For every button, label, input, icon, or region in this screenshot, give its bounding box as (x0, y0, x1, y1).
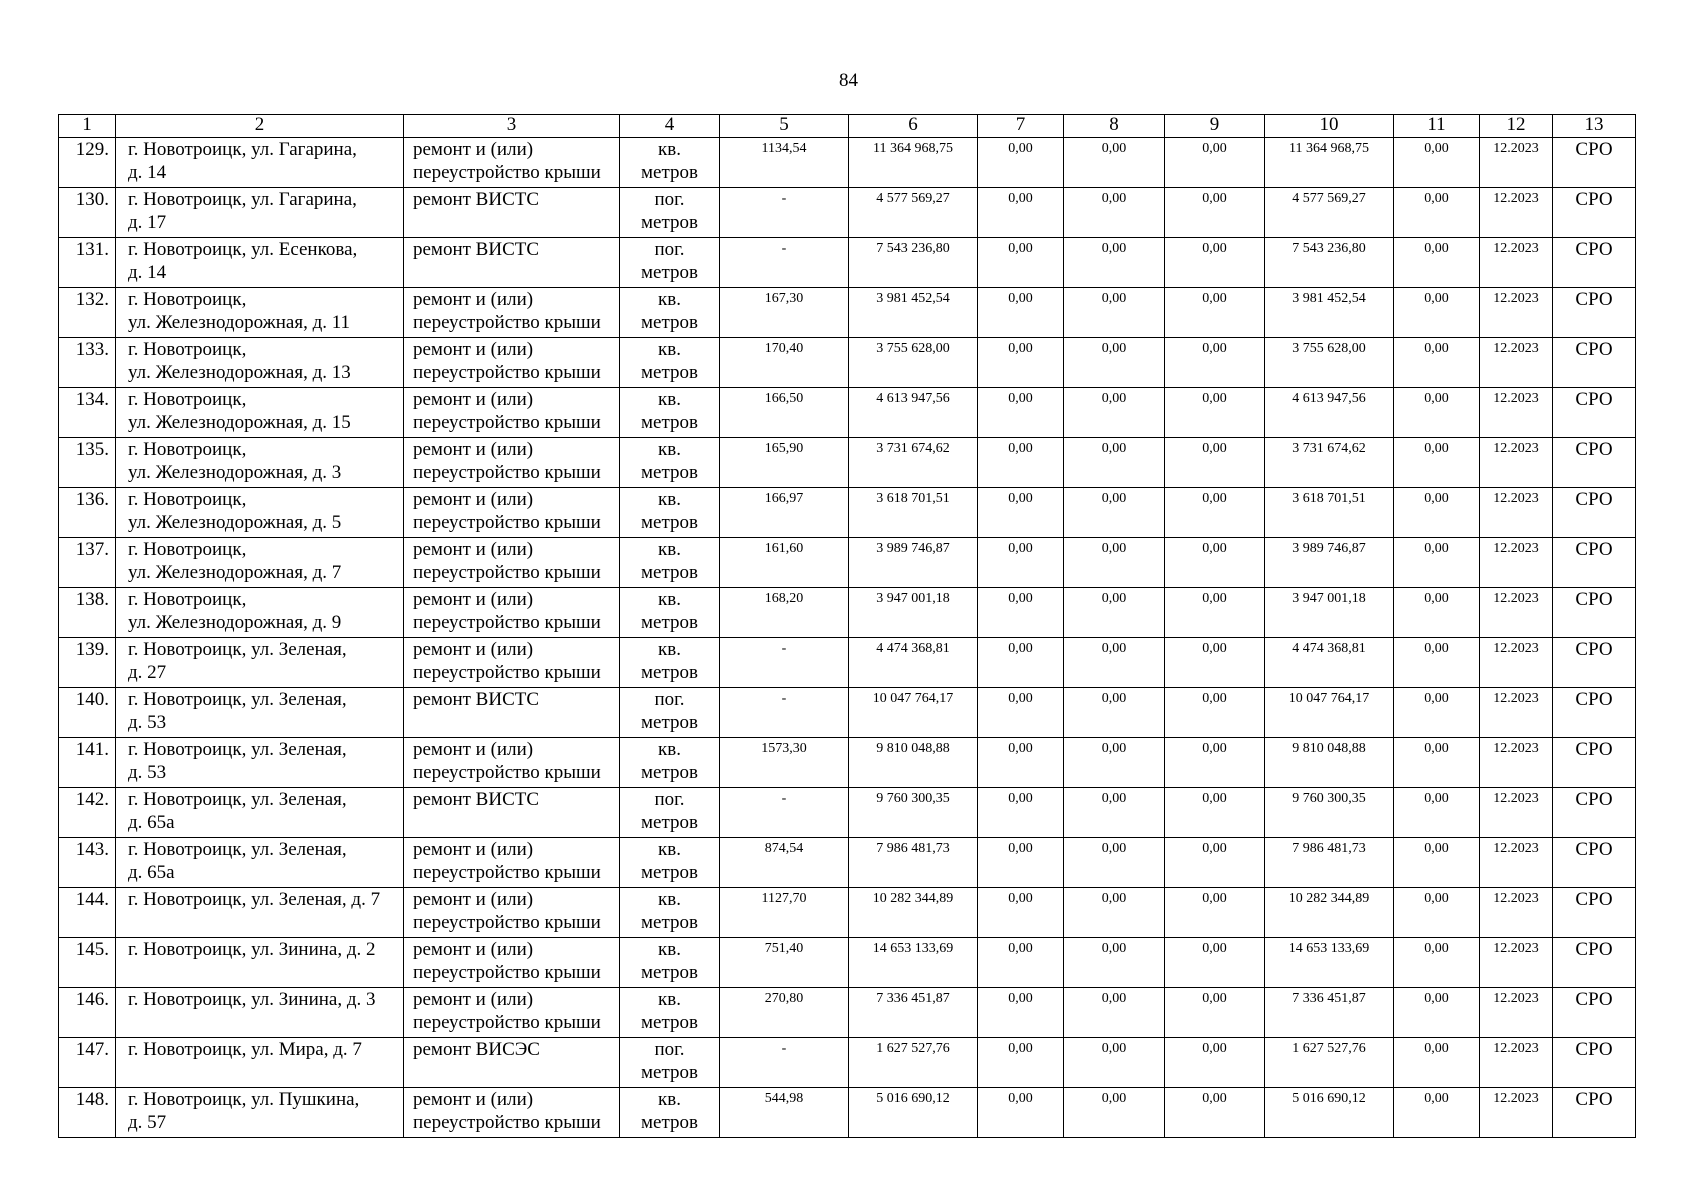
header-cell: 3 (404, 115, 620, 138)
address-cell: г. Новотроицк, ул. Зеленая, д. 65а (116, 788, 404, 838)
area-cell: 1127,70 (720, 888, 849, 938)
table-row (59, 488, 1636, 538)
row-number-cell: 134. (59, 388, 116, 438)
method-cell: СРО (1553, 638, 1636, 688)
unit-cell: кв. метров (620, 438, 720, 488)
total-cost-cell: 5 016 690,12 (849, 1088, 978, 1138)
area-cell: 167,30 (720, 288, 849, 338)
row-number-cell: 130. (59, 188, 116, 238)
table-row (59, 638, 1636, 688)
row-number-cell: 145. (59, 938, 116, 988)
total-cost-cell: 3 989 746,87 (849, 538, 978, 588)
unit-cell: пог. метров (620, 188, 720, 238)
total-cost-cell: 14 653 133,69 (849, 938, 978, 988)
cell-9-cell: 0,00 (1165, 288, 1265, 338)
cost-10-cell: 10 047 764,17 (1265, 688, 1394, 738)
cell-7-cell: 0,00 (978, 288, 1064, 338)
total-cost-cell: 3 618 701,51 (849, 488, 978, 538)
deadline-cell: 12.2023 (1480, 988, 1553, 1038)
unit-cell: кв. метров (620, 738, 720, 788)
cell-7-cell: 0,00 (978, 338, 1064, 388)
unit-cell: пог. метров (620, 788, 720, 838)
cost-10-cell: 3 981 452,54 (1265, 288, 1394, 338)
cell-7-cell: 0,00 (978, 438, 1064, 488)
address-cell: г. Новотроицк, ул. Железнодорожная, д. 7 (116, 538, 404, 588)
header-cell: 8 (1064, 115, 1165, 138)
table-row (59, 1088, 1636, 1138)
unit-cell: кв. метров (620, 938, 720, 988)
total-cost-cell: 9 810 048,88 (849, 738, 978, 788)
table-row (59, 888, 1636, 938)
row-number-cell: 147. (59, 1038, 116, 1088)
cell-9-cell: 0,00 (1165, 838, 1265, 888)
method-cell: СРО (1553, 1038, 1636, 1088)
deadline-cell: 12.2023 (1480, 888, 1553, 938)
area-cell: - (720, 1038, 849, 1088)
area-cell: 166,50 (720, 388, 849, 438)
deadline-cell: 12.2023 (1480, 488, 1553, 538)
total-cost-cell: 11 364 968,75 (849, 138, 978, 188)
row-number-cell: 132. (59, 288, 116, 338)
total-cost-cell: 3 731 674,62 (849, 438, 978, 488)
area-cell: 1573,30 (720, 738, 849, 788)
cell-8-cell: 0,00 (1064, 388, 1165, 438)
cost-10-cell: 3 989 746,87 (1265, 538, 1394, 588)
cell-11-cell: 0,00 (1394, 488, 1480, 538)
cell-7-cell: 0,00 (978, 888, 1064, 938)
cell-7-cell: 0,00 (978, 938, 1064, 988)
row-number-cell: 131. (59, 238, 116, 288)
area-cell: - (720, 638, 849, 688)
method-cell: СРО (1553, 838, 1636, 888)
deadline-cell: 12.2023 (1480, 538, 1553, 588)
area-cell: 544,98 (720, 1088, 849, 1138)
cell-8-cell: 0,00 (1064, 138, 1165, 188)
row-number-cell: 139. (59, 638, 116, 688)
area-cell: 168,20 (720, 588, 849, 638)
cell-9-cell: 0,00 (1165, 638, 1265, 688)
cell-9-cell: 0,00 (1165, 588, 1265, 638)
deadline-cell: 12.2023 (1480, 788, 1553, 838)
cell-11-cell: 0,00 (1394, 138, 1480, 188)
cell-8-cell: 0,00 (1064, 288, 1165, 338)
unit-cell: пог. метров (620, 1038, 720, 1088)
area-cell: 1134,54 (720, 138, 849, 188)
cost-10-cell: 14 653 133,69 (1265, 938, 1394, 988)
cell-8-cell: 0,00 (1064, 938, 1165, 988)
area-cell: - (720, 188, 849, 238)
method-cell: СРО (1553, 888, 1636, 938)
cost-10-cell: 10 282 344,89 (1265, 888, 1394, 938)
cell-11-cell: 0,00 (1394, 238, 1480, 288)
cell-8-cell: 0,00 (1064, 788, 1165, 838)
cell-11-cell: 0,00 (1394, 738, 1480, 788)
area-cell: 751,40 (720, 938, 849, 988)
method-cell: СРО (1553, 188, 1636, 238)
cell-7-cell: 0,00 (978, 838, 1064, 888)
work-type-cell: ремонт и (или) переустройство крыши (404, 988, 620, 1038)
header-cell: 12 (1480, 115, 1553, 138)
unit-cell: кв. метров (620, 988, 720, 1038)
address-cell: г. Новотроицк, ул. Зеленая, д. 7 (116, 888, 404, 938)
deadline-cell: 12.2023 (1480, 938, 1553, 988)
cell-11-cell: 0,00 (1394, 588, 1480, 638)
total-cost-cell: 3 947 001,18 (849, 588, 978, 638)
table-row (59, 1038, 1636, 1088)
address-cell: г. Новотроицк, ул. Железнодорожная, д. 11 (116, 288, 404, 338)
row-number-cell: 146. (59, 988, 116, 1038)
address-cell: г. Новотроицк, ул. Железнодорожная, д. 3 (116, 438, 404, 488)
deadline-cell: 12.2023 (1480, 838, 1553, 888)
cell-11-cell: 0,00 (1394, 188, 1480, 238)
area-cell: 270,80 (720, 988, 849, 1038)
row-number-cell: 136. (59, 488, 116, 538)
work-type-cell: ремонт и (или) переустройство крыши (404, 388, 620, 438)
address-cell: г. Новотроицк, ул. Зинина, д. 3 (116, 988, 404, 1038)
table-row (59, 338, 1636, 388)
cost-10-cell: 4 577 569,27 (1265, 188, 1394, 238)
cell-11-cell: 0,00 (1394, 788, 1480, 838)
cell-11-cell: 0,00 (1394, 1088, 1480, 1138)
work-type-cell: ремонт и (или) переустройство крыши (404, 588, 620, 638)
total-cost-cell: 3 755 628,00 (849, 338, 978, 388)
address-cell: г. Новотроицк, ул. Есенкова, д. 14 (116, 238, 404, 288)
cell-7-cell: 0,00 (978, 188, 1064, 238)
cell-11-cell: 0,00 (1394, 888, 1480, 938)
total-cost-cell: 4 577 569,27 (849, 188, 978, 238)
area-cell: 874,54 (720, 838, 849, 888)
header-cell: 13 (1553, 115, 1636, 138)
cell-11-cell: 0,00 (1394, 288, 1480, 338)
cell-9-cell: 0,00 (1165, 1038, 1265, 1088)
total-cost-cell: 4 474 368,81 (849, 638, 978, 688)
cost-10-cell: 3 618 701,51 (1265, 488, 1394, 538)
total-cost-cell: 10 282 344,89 (849, 888, 978, 938)
method-cell: СРО (1553, 938, 1636, 988)
work-type-cell: ремонт и (или) переустройство крыши (404, 838, 620, 888)
cell-8-cell: 0,00 (1064, 438, 1165, 488)
cell-8-cell: 0,00 (1064, 1088, 1165, 1138)
header-cell: 10 (1265, 115, 1394, 138)
area-cell: 166,97 (720, 488, 849, 538)
address-cell: г. Новотроицк, ул. Зинина, д. 2 (116, 938, 404, 988)
cell-9-cell: 0,00 (1165, 1088, 1265, 1138)
total-cost-cell: 10 047 764,17 (849, 688, 978, 738)
unit-cell: кв. метров (620, 538, 720, 588)
cell-9-cell: 0,00 (1165, 238, 1265, 288)
method-cell: СРО (1553, 138, 1636, 188)
area-cell: - (720, 788, 849, 838)
work-type-cell: ремонт и (или) переустройство крыши (404, 288, 620, 338)
table-row (59, 538, 1636, 588)
cell-8-cell: 0,00 (1064, 738, 1165, 788)
unit-cell: кв. метров (620, 488, 720, 538)
address-cell: г. Новотроицк, ул. Железнодорожная, д. 13 (116, 338, 404, 388)
cell-9-cell: 0,00 (1165, 388, 1265, 438)
cell-8-cell: 0,00 (1064, 188, 1165, 238)
total-cost-cell: 4 613 947,56 (849, 388, 978, 438)
cell-8-cell: 0,00 (1064, 238, 1165, 288)
method-cell: СРО (1553, 688, 1636, 738)
cost-10-cell: 7 543 236,80 (1265, 238, 1394, 288)
method-cell: СРО (1553, 338, 1636, 388)
unit-cell: пог. метров (620, 238, 720, 288)
cell-9-cell: 0,00 (1165, 488, 1265, 538)
deadline-cell: 12.2023 (1480, 288, 1553, 338)
page-number: 84 (839, 70, 858, 91)
address-cell: г. Новотроицк, ул. Зеленая, д. 27 (116, 638, 404, 688)
cell-8-cell: 0,00 (1064, 538, 1165, 588)
cell-9-cell: 0,00 (1165, 138, 1265, 188)
method-cell: СРО (1553, 1088, 1636, 1138)
work-type-cell: ремонт ВИСТС (404, 788, 620, 838)
unit-cell: кв. метров (620, 338, 720, 388)
cell-11-cell: 0,00 (1394, 538, 1480, 588)
cell-8-cell: 0,00 (1064, 888, 1165, 938)
cell-8-cell: 0,00 (1064, 488, 1165, 538)
table-row (59, 188, 1636, 238)
table-row (59, 288, 1636, 338)
cell-7-cell: 0,00 (978, 988, 1064, 1038)
header-row (59, 115, 1636, 138)
work-type-cell: ремонт и (или) переустройство крыши (404, 438, 620, 488)
cell-8-cell: 0,00 (1064, 988, 1165, 1038)
cell-8-cell: 0,00 (1064, 588, 1165, 638)
table-row (59, 938, 1636, 988)
work-type-cell: ремонт и (или) переустройство крыши (404, 1088, 620, 1138)
row-number-cell: 142. (59, 788, 116, 838)
cell-9-cell: 0,00 (1165, 688, 1265, 738)
deadline-cell: 12.2023 (1480, 588, 1553, 638)
deadline-cell: 12.2023 (1480, 438, 1553, 488)
cost-10-cell: 11 364 968,75 (1265, 138, 1394, 188)
cell-8-cell: 0,00 (1064, 838, 1165, 888)
deadline-cell: 12.2023 (1480, 1038, 1553, 1088)
cost-10-cell: 3 731 674,62 (1265, 438, 1394, 488)
unit-cell: кв. метров (620, 838, 720, 888)
header-cell: 1 (59, 115, 116, 138)
address-cell: г. Новотроицк, ул. Зеленая, д. 53 (116, 738, 404, 788)
cell-11-cell: 0,00 (1394, 988, 1480, 1038)
table-row (59, 838, 1636, 888)
table-row (59, 138, 1636, 188)
data-table (58, 114, 1636, 1138)
total-cost-cell: 3 981 452,54 (849, 288, 978, 338)
unit-cell: кв. метров (620, 588, 720, 638)
cell-9-cell: 0,00 (1165, 438, 1265, 488)
cell-7-cell: 0,00 (978, 488, 1064, 538)
deadline-cell: 12.2023 (1480, 188, 1553, 238)
address-cell: г. Новотроицк, ул. Гагарина, д. 17 (116, 188, 404, 238)
area-cell: 170,40 (720, 338, 849, 388)
row-number-cell: 148. (59, 1088, 116, 1138)
method-cell: СРО (1553, 738, 1636, 788)
method-cell: СРО (1553, 988, 1636, 1038)
header-cell: 6 (849, 115, 978, 138)
row-number-cell: 137. (59, 538, 116, 588)
method-cell: СРО (1553, 238, 1636, 288)
unit-cell: кв. метров (620, 638, 720, 688)
work-type-cell: ремонт ВИСТС (404, 188, 620, 238)
total-cost-cell: 7 336 451,87 (849, 988, 978, 1038)
work-type-cell: ремонт и (или) переустройство крыши (404, 638, 620, 688)
table-row (59, 988, 1636, 1038)
cell-9-cell: 0,00 (1165, 538, 1265, 588)
work-type-cell: ремонт и (или) переустройство крыши (404, 538, 620, 588)
header-cell: 4 (620, 115, 720, 138)
cell-7-cell: 0,00 (978, 1038, 1064, 1088)
cell-8-cell: 0,00 (1064, 1038, 1165, 1088)
cell-7-cell: 0,00 (978, 638, 1064, 688)
work-type-cell: ремонт ВИСТС (404, 238, 620, 288)
cell-11-cell: 0,00 (1394, 688, 1480, 738)
work-type-cell: ремонт и (или) переустройство крыши (404, 488, 620, 538)
area-cell: - (720, 688, 849, 738)
cell-11-cell: 0,00 (1394, 438, 1480, 488)
cell-9-cell: 0,00 (1165, 888, 1265, 938)
header-cell: 5 (720, 115, 849, 138)
deadline-cell: 12.2023 (1480, 638, 1553, 688)
table-row (59, 238, 1636, 288)
cell-7-cell: 0,00 (978, 738, 1064, 788)
row-number-cell: 129. (59, 138, 116, 188)
cell-11-cell: 0,00 (1394, 638, 1480, 688)
cost-10-cell: 1 627 527,76 (1265, 1038, 1394, 1088)
cost-10-cell: 7 336 451,87 (1265, 988, 1394, 1038)
work-type-cell: ремонт и (или) переустройство крыши (404, 888, 620, 938)
cell-11-cell: 0,00 (1394, 388, 1480, 438)
work-type-cell: ремонт ВИСТС (404, 688, 620, 738)
total-cost-cell: 7 986 481,73 (849, 838, 978, 888)
cell-9-cell: 0,00 (1165, 988, 1265, 1038)
unit-cell: кв. метров (620, 888, 720, 938)
method-cell: СРО (1553, 488, 1636, 538)
method-cell: СРО (1553, 788, 1636, 838)
area-cell: - (720, 238, 849, 288)
deadline-cell: 12.2023 (1480, 388, 1553, 438)
deadline-cell: 12.2023 (1480, 688, 1553, 738)
unit-cell: кв. метров (620, 288, 720, 338)
method-cell: СРО (1553, 588, 1636, 638)
deadline-cell: 12.2023 (1480, 738, 1553, 788)
unit-cell: кв. метров (620, 1088, 720, 1138)
cell-11-cell: 0,00 (1394, 1038, 1480, 1088)
work-type-cell: ремонт и (или) переустройство крыши (404, 338, 620, 388)
method-cell: СРО (1553, 438, 1636, 488)
total-cost-cell: 7 543 236,80 (849, 238, 978, 288)
row-number-cell: 144. (59, 888, 116, 938)
method-cell: СРО (1553, 388, 1636, 438)
unit-cell: пог. метров (620, 688, 720, 738)
deadline-cell: 12.2023 (1480, 238, 1553, 288)
cell-7-cell: 0,00 (978, 688, 1064, 738)
deadline-cell: 12.2023 (1480, 338, 1553, 388)
cell-7-cell: 0,00 (978, 138, 1064, 188)
work-type-cell: ремонт и (или) переустройство крыши (404, 738, 620, 788)
area-cell: 165,90 (720, 438, 849, 488)
header-cell: 11 (1394, 115, 1480, 138)
deadline-cell: 12.2023 (1480, 138, 1553, 188)
work-type-cell: ремонт и (или) переустройство крыши (404, 138, 620, 188)
cell-8-cell: 0,00 (1064, 338, 1165, 388)
unit-cell: кв. метров (620, 138, 720, 188)
cost-10-cell: 3 755 628,00 (1265, 338, 1394, 388)
table-row (59, 788, 1636, 838)
table-row (59, 388, 1636, 438)
row-number-cell: 143. (59, 838, 116, 888)
row-number-cell: 135. (59, 438, 116, 488)
cell-8-cell: 0,00 (1064, 688, 1165, 738)
cell-11-cell: 0,00 (1394, 938, 1480, 988)
cost-10-cell: 4 474 368,81 (1265, 638, 1394, 688)
cell-7-cell: 0,00 (978, 1088, 1064, 1138)
header-cell: 9 (1165, 115, 1265, 138)
method-cell: СРО (1553, 538, 1636, 588)
cell-11-cell: 0,00 (1394, 338, 1480, 388)
table-row (59, 438, 1636, 488)
total-cost-cell: 1 627 527,76 (849, 1038, 978, 1088)
cell-9-cell: 0,00 (1165, 938, 1265, 988)
table-row (59, 688, 1636, 738)
work-type-cell: ремонт и (или) переустройство крыши (404, 938, 620, 988)
cell-7-cell: 0,00 (978, 388, 1064, 438)
cell-9-cell: 0,00 (1165, 338, 1265, 388)
cell-11-cell: 0,00 (1394, 838, 1480, 888)
cell-7-cell: 0,00 (978, 588, 1064, 638)
cell-7-cell: 0,00 (978, 538, 1064, 588)
unit-cell: кв. метров (620, 388, 720, 438)
row-number-cell: 140. (59, 688, 116, 738)
address-cell: г. Новотроицк, ул. Гагарина, д. 14 (116, 138, 404, 188)
address-cell: г. Новотроицк, ул. Зеленая, д. 65а (116, 838, 404, 888)
address-cell: г. Новотроицк, ул. Железнодорожная, д. 9 (116, 588, 404, 638)
row-number-cell: 141. (59, 738, 116, 788)
table-row (59, 588, 1636, 638)
cell-8-cell: 0,00 (1064, 638, 1165, 688)
cost-10-cell: 3 947 001,18 (1265, 588, 1394, 638)
table-row (59, 738, 1636, 788)
cell-9-cell: 0,00 (1165, 738, 1265, 788)
address-cell: г. Новотроицк, ул. Железнодорожная, д. 15 (116, 388, 404, 438)
area-cell: 161,60 (720, 538, 849, 588)
deadline-cell: 12.2023 (1480, 1088, 1553, 1138)
header-cell: 2 (116, 115, 404, 138)
address-cell: г. Новотроицк, ул. Пушкина, д. 57 (116, 1088, 404, 1138)
address-cell: г. Новотроицк, ул. Зеленая, д. 53 (116, 688, 404, 738)
cell-9-cell: 0,00 (1165, 188, 1265, 238)
total-cost-cell: 9 760 300,35 (849, 788, 978, 838)
header-cell: 7 (978, 115, 1064, 138)
cell-7-cell: 0,00 (978, 238, 1064, 288)
cost-10-cell: 7 986 481,73 (1265, 838, 1394, 888)
work-type-cell: ремонт ВИСЭС (404, 1038, 620, 1088)
cell-9-cell: 0,00 (1165, 788, 1265, 838)
method-cell: СРО (1553, 288, 1636, 338)
cost-10-cell: 9 760 300,35 (1265, 788, 1394, 838)
row-number-cell: 133. (59, 338, 116, 388)
address-cell: г. Новотроицк, ул. Железнодорожная, д. 5 (116, 488, 404, 538)
cost-10-cell: 5 016 690,12 (1265, 1088, 1394, 1138)
cost-10-cell: 9 810 048,88 (1265, 738, 1394, 788)
row-number-cell: 138. (59, 588, 116, 638)
cell-7-cell: 0,00 (978, 788, 1064, 838)
address-cell: г. Новотроицк, ул. Мира, д. 7 (116, 1038, 404, 1088)
cost-10-cell: 4 613 947,56 (1265, 388, 1394, 438)
